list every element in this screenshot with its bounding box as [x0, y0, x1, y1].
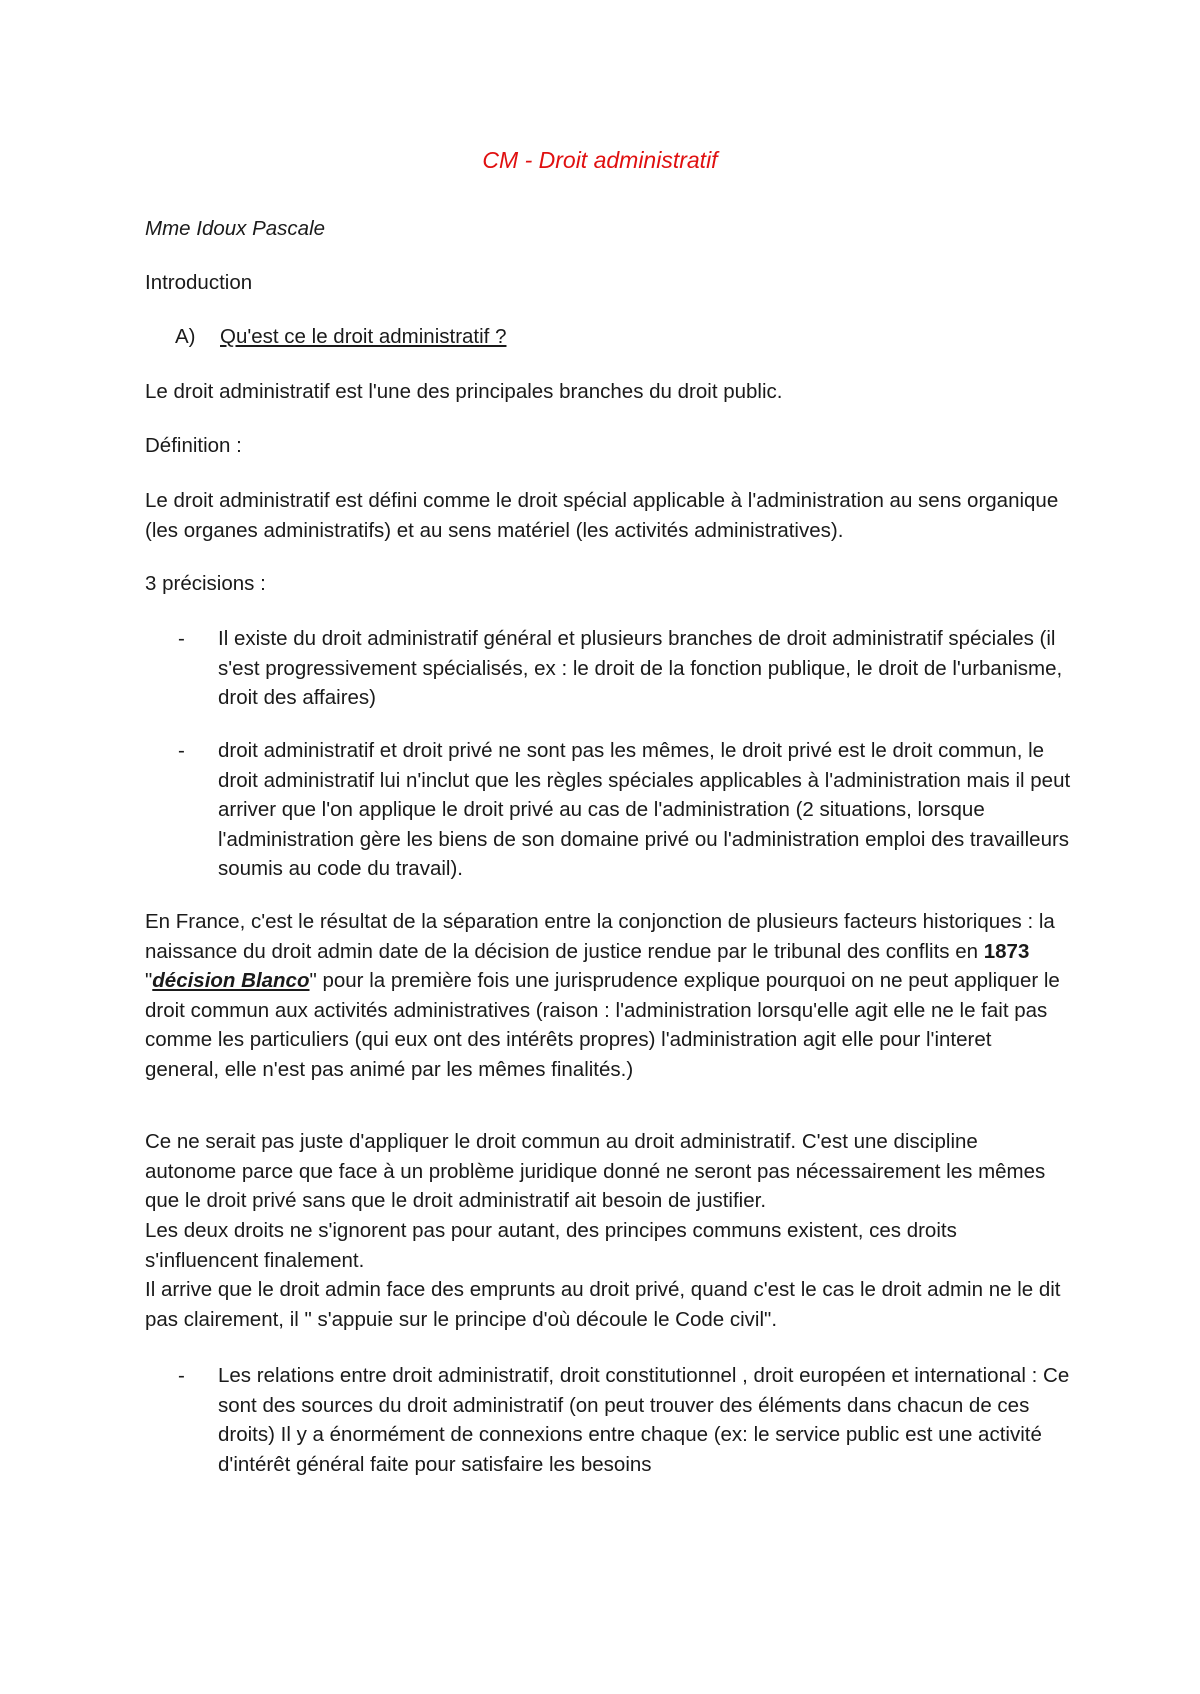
subheading-a	[175, 322, 1095, 352]
list-item	[178, 1361, 1078, 1479]
bullet-dash: -	[178, 1364, 185, 1387]
section-heading: Introduction	[145, 271, 253, 294]
autonomy-paragraph: Ce ne serait pas juste d'appliquer le droit commun au droit administratif. C'est une discipline autonome parce que face à un problème juridique donné ne seront pas nécessairement les mêmes que le droit privé sans que le droit administratif ait besoin de justifier.	[145, 1130, 1046, 1212]
bullet-text: Il existe du droit administratif général et plusieurs branches de droit administratif spéciales (il s'est progressivement spécialisés, ex : le droit de la fonction publique, le droit de l'urbanisme, droit des affaires)	[218, 627, 1063, 709]
precisions-label: 3 précisions :	[145, 572, 266, 595]
quote-open: "	[145, 969, 153, 992]
decision-blanco: décision Blanco	[152, 969, 310, 992]
definition-paragraph: Le droit administratif est défini comme le droit spécial applicable à l'administration au sens organique (les organes administratifs) et au sens matériel (les activités administratives).	[145, 489, 1059, 542]
bullet-dash: -	[178, 739, 185, 762]
bullet-dash: -	[178, 627, 185, 650]
common-principles-paragraph: Les deux droits ne s'ignorent pas pour autant, des principes communs existent, ces droits s'influencent finalement.	[145, 1219, 957, 1272]
definition-label: Définition :	[145, 434, 242, 457]
france-text-end: pour la première fois une jurisprudence explique pourquoi on ne peut appliquer le droit commun aux activités administratives (raison : l'administration lorsqu'elle agit elle ne le fait pas comme les particuliers (qui eux ont des intérêts propres) l'administration agit elle pour l'interet general, elle n'est pas animé par les mêmes finalités.)	[145, 969, 1060, 1081]
bullet-text: droit administratif et droit privé ne sont pas les mêmes, le droit privé est le droit commun, le droit administratif lui n'inclut que les règles spéciales applicables à l'administration mais il peut arriver que l'on applique le droit privé au cas de l'administration (2 situations, lorsque l'administration gère les biens de son domaine privé ou l'administration emploi des travailleurs soumis au code du travail).	[218, 739, 1071, 880]
author-name: Mme Idoux Pascale	[145, 217, 326, 240]
bullet-text: Les relations entre droit administratif, droit constitutionnel , droit européen et international : Ce sont des sources du droit administratif (on peut trouver des éléments dans chacun de ces droits) Il y a énormément de connexions entre chaque (ex: le service public est une activité d'intérêt général faite pour satisfaire les besoins	[218, 1364, 1070, 1476]
subheading-marker: A)	[175, 325, 196, 348]
france-text-start: En France, c'est le résultat de la séparation entre la conjonction de plusieurs facteurs historiques : la naissance du droit admin date de la décision de justice rendue par le tribunal des conflits en	[145, 910, 1055, 963]
list-item	[178, 736, 1078, 884]
borrowing-paragraph: Il arrive que le droit admin face des emprunts au droit privé, quand c'est le cas le droit admin ne le dit pas clairement, il " s'appuie sur le principe d'où découle le Code civil".	[145, 1278, 1061, 1331]
intro-paragraph: Le droit administratif est l'une des principales branches du droit public.	[145, 380, 783, 403]
france-paragraph	[145, 907, 1065, 1084]
subheading-text: Qu'est ce le droit administratif ?	[220, 325, 507, 348]
quote-close: "	[309, 969, 317, 992]
list-item	[178, 624, 1078, 713]
year-1873: 1873	[983, 939, 1030, 963]
document-title: CM - Droit administratif	[482, 147, 718, 173]
